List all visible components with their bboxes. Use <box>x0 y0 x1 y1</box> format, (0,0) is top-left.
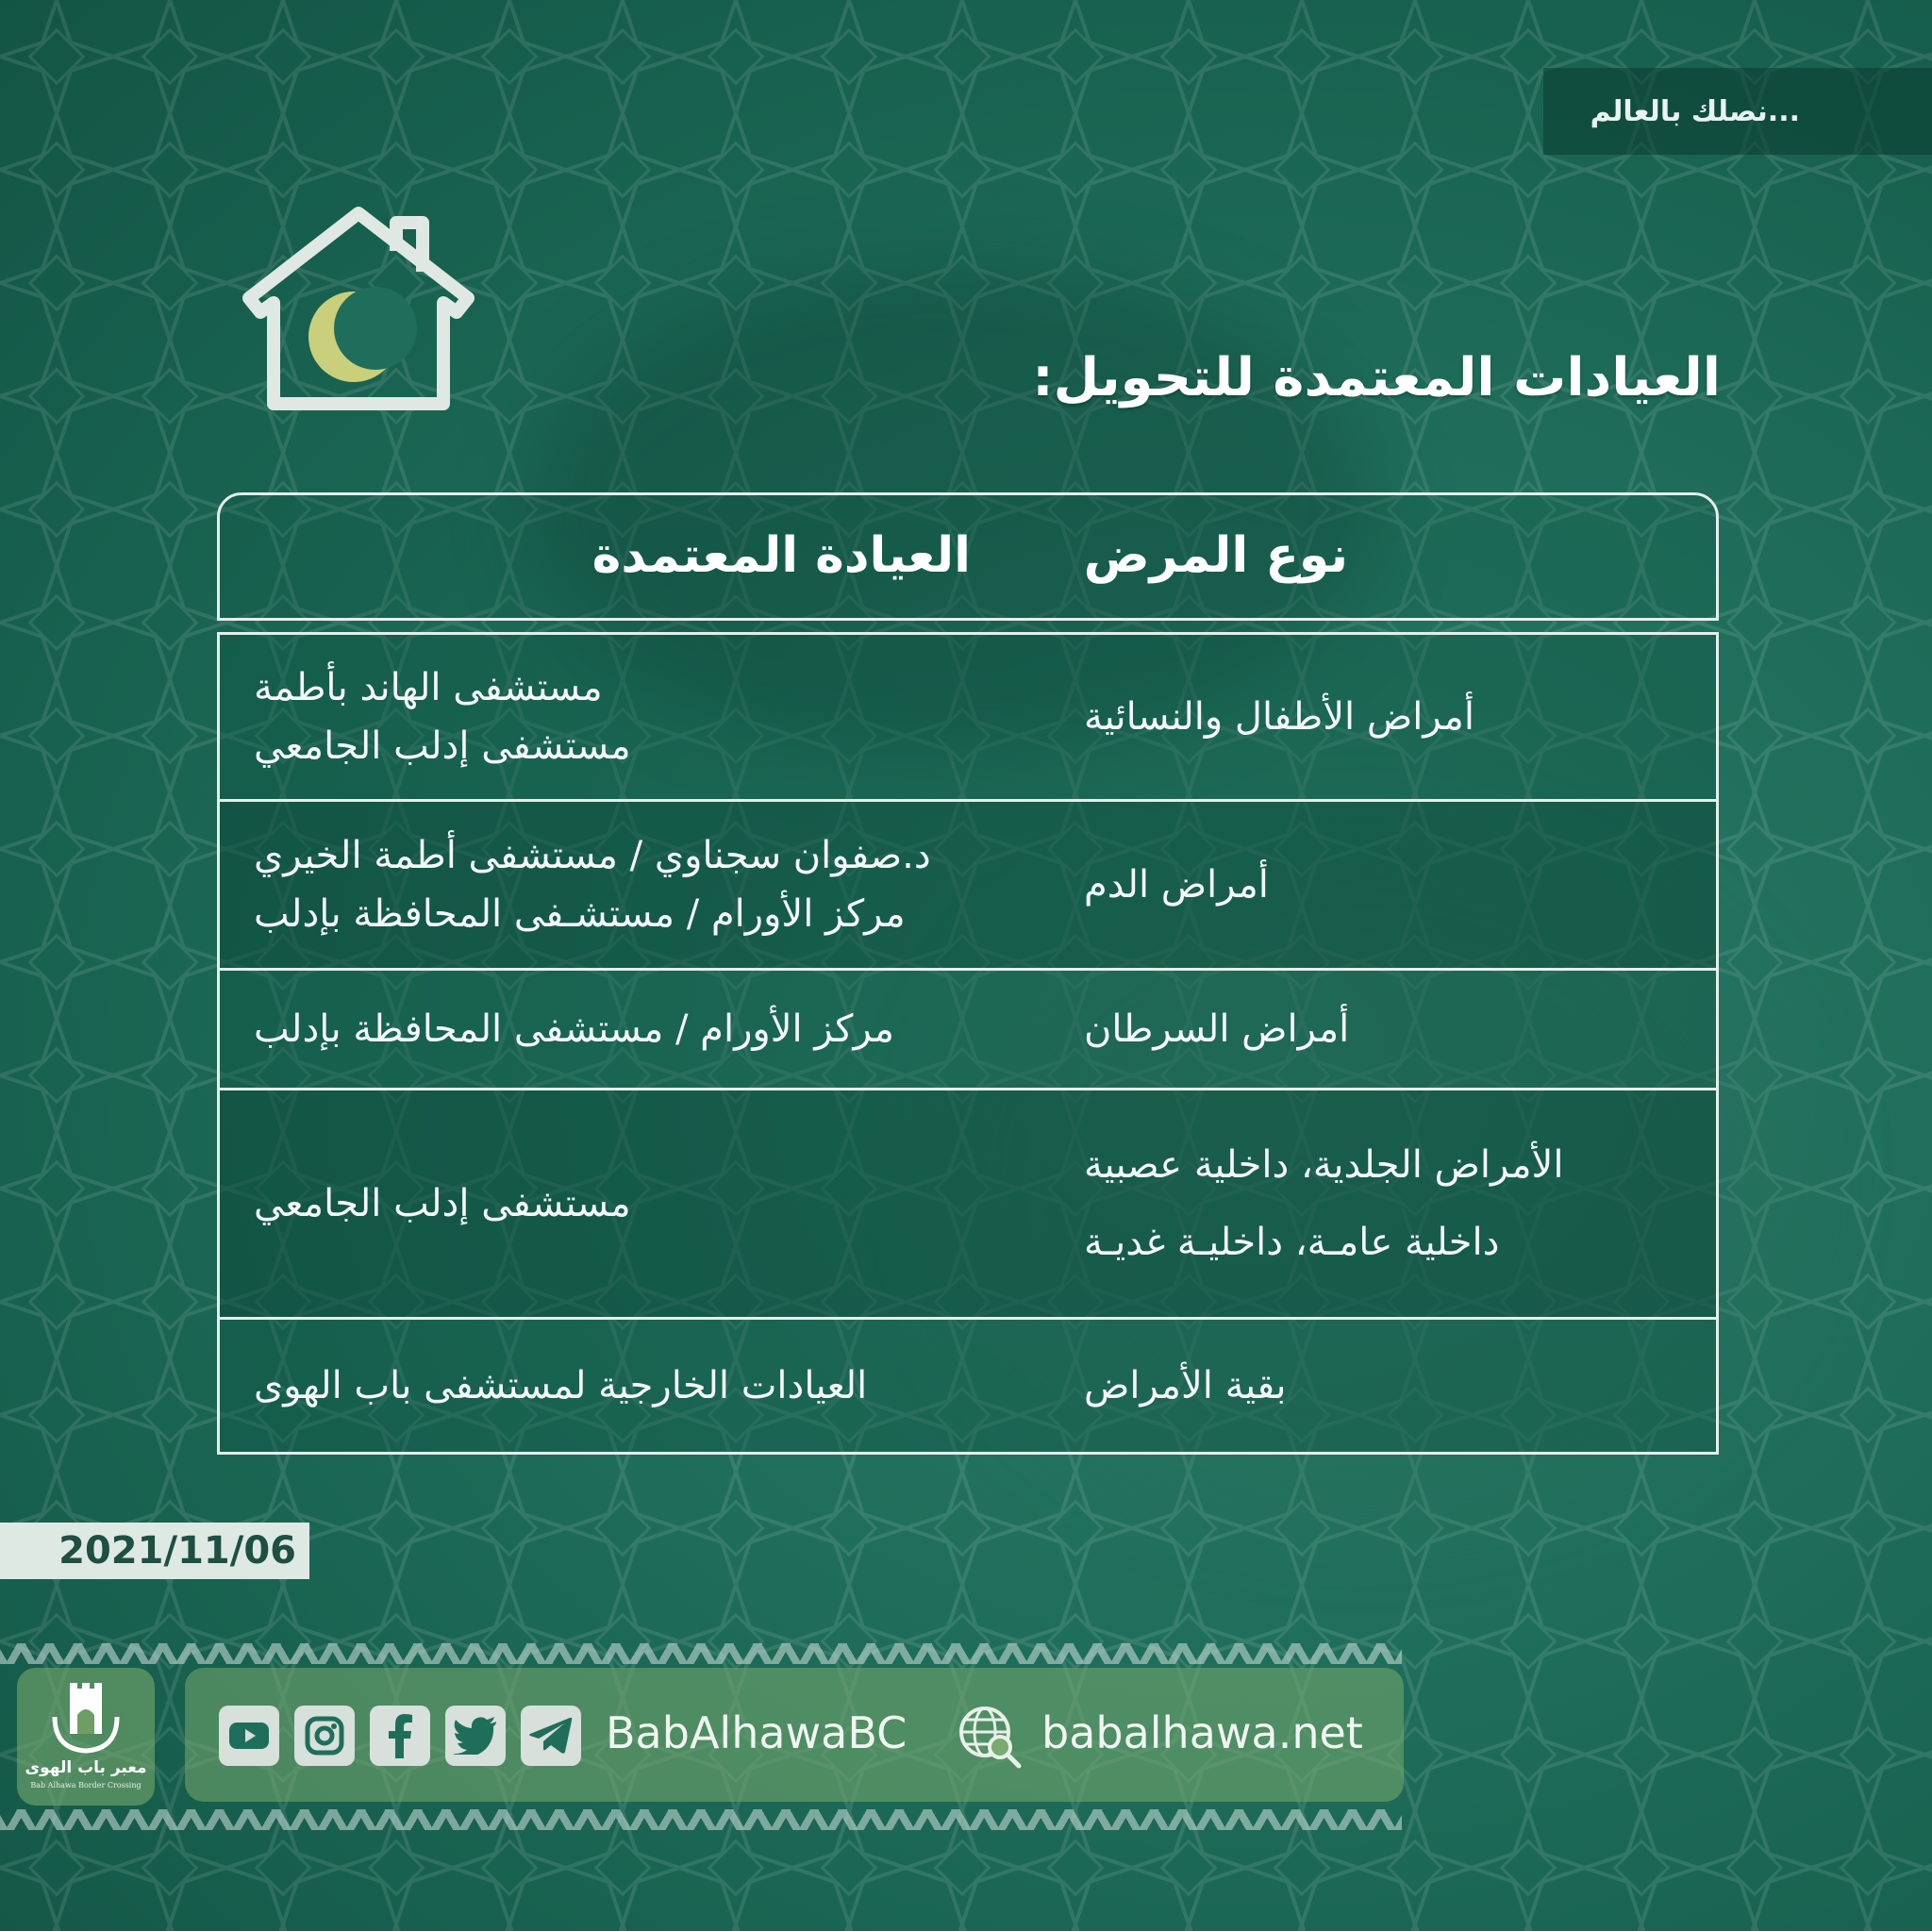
cell-text: أمراض الأطفال والنسائية <box>1084 695 1474 739</box>
decorative-band <box>0 1809 1402 1830</box>
disease-type-cell <box>1084 1320 1612 1452</box>
disease-type-cell <box>1084 635 1612 799</box>
cell-text: مركز الأورام / مستشـفى المحافظة بإدلب <box>254 892 906 936</box>
table-row <box>220 635 1716 802</box>
cell-text: أمراض الدم <box>1084 863 1269 907</box>
disease-type-cell <box>1084 1090 1612 1317</box>
cell-text: الأمراض الجلدية، داخلية عصبية <box>1084 1143 1564 1187</box>
cell-text: د.صفوان سجناوي / مستشفى أطمة الخيري <box>254 834 931 877</box>
website-link[interactable]: babalhawa.net <box>1041 1707 1363 1758</box>
cell-text: أمراض السرطان <box>1084 1007 1350 1051</box>
decorative-band <box>0 1643 1402 1664</box>
clinic-cell <box>254 1090 971 1317</box>
logo-name: معبر باب الهوى <box>25 1758 147 1777</box>
date-label: 2021/11/06 <box>0 1523 309 1579</box>
cell-text: مركز الأورام / مستشفى المحافظة بإدلب <box>254 1007 894 1051</box>
youtube-icon[interactable] <box>219 1706 279 1766</box>
instagram-icon[interactable] <box>294 1706 355 1766</box>
disease-type-cell <box>1084 971 1612 1088</box>
table-row <box>220 1320 1716 1452</box>
clinic-cell <box>254 635 971 799</box>
table-row <box>220 971 1716 1090</box>
house-crescent-icon <box>230 202 485 428</box>
page-title: العيادات المعتمدة للتحويل: <box>1032 347 1721 408</box>
clinic-cell <box>254 971 971 1088</box>
clinic-cell <box>254 1320 971 1452</box>
cell-text: مستشفى إدلب الجامعي <box>254 1182 631 1225</box>
cell-text: داخلية عامـة، داخليـة غديـة <box>1084 1221 1500 1264</box>
facebook-icon[interactable] <box>370 1706 430 1766</box>
telegram-icon[interactable] <box>521 1706 581 1766</box>
table-row <box>220 1090 1716 1320</box>
column-header-clinic: العيادة المعتمدة <box>591 527 971 584</box>
globe-search-icon <box>957 1704 1023 1770</box>
clinics-table <box>217 632 1719 1455</box>
cell-text: بقية الأمراض <box>1084 1364 1287 1407</box>
bab-alhawa-logo <box>17 1668 155 1806</box>
column-header-disease-type: نوع المرض <box>1083 527 1348 584</box>
cell-text: العيادات الخارجية لمستشفى باب الهوى <box>254 1364 868 1407</box>
disease-type-cell <box>1084 802 1612 968</box>
table-row <box>220 802 1716 971</box>
cell-text: مستشفى إدلب الجامعي <box>254 724 631 768</box>
twitter-icon[interactable] <box>445 1706 506 1766</box>
social-handle[interactable]: BabAlhawaBC <box>606 1707 908 1758</box>
logo-subtitle: Bab Alhawa Border Crossing <box>30 1781 142 1790</box>
cell-text: مستشفى الهاند بأطمة <box>254 666 603 709</box>
gate-logo-icon <box>17 1668 155 1758</box>
tagline: نصلك بالعالم... <box>1543 68 1932 155</box>
clinic-cell <box>254 802 971 968</box>
table-header <box>217 492 1719 621</box>
